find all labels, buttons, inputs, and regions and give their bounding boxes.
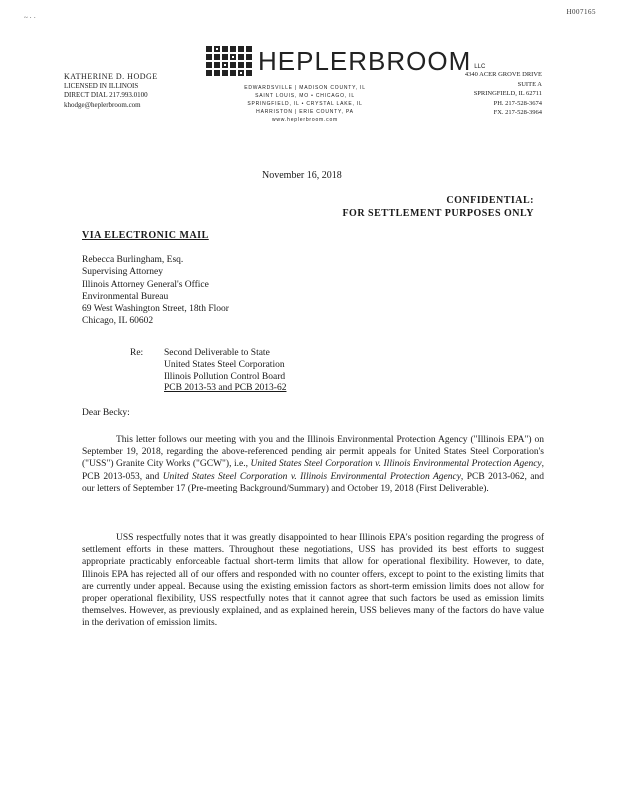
sender-direct-dial: DIRECT DIAL 217.993.0100 (64, 91, 148, 99)
subject-block (164, 348, 286, 395)
recipient-title: Supervising Attorney (82, 267, 164, 278)
recipient-office: Illinois Attorney General's Office (82, 279, 209, 290)
office-line: SAINT LOUIS, MO • CHICAGO, IL (255, 93, 355, 99)
confidential-notice (342, 194, 534, 220)
letter-date: November 16, 2018 (262, 170, 342, 181)
confidential-line: CONFIDENTIAL: (446, 195, 534, 206)
sender-name: KATHERINE D. HODGE (64, 72, 158, 81)
sender-block (64, 72, 158, 110)
office-line: HARRISTON | ERIE COUNTY, PA (256, 109, 354, 115)
body-paragraph-2 (82, 532, 544, 630)
settlement-line: FOR SETTLEMENT PURPOSES ONLY (342, 208, 534, 219)
logo-grid-icon (206, 46, 252, 76)
recipient-name: Rebecca Burlingham, Esq. (82, 255, 184, 265)
address-phone: PH. 217-528-3674 (493, 99, 542, 107)
re-label: Re: (130, 348, 144, 358)
case-numbers: PCB 2013-53 and PCB 2013-62 (164, 383, 287, 394)
firm-website[interactable]: www.heplerbroom.com (271, 117, 339, 123)
paragraph-text: This letter follows our meeting with you and the Illinois Environmental Protection Agency ("Illinois EPA") on September 19, 2018, regarding the above-referenced pending air permit appeals for United States Steel Corporation's ("USS") Granite City Works ("GCW"), i.e., (82, 435, 544, 470)
logo-wordmark: HEPLERBROOM (258, 46, 472, 76)
body-paragraph-1 (82, 434, 544, 495)
subject-line: Second Deliverable to State (164, 348, 270, 358)
recipient-block (82, 254, 229, 328)
subject-line: Illinois Pollution Control Board (164, 371, 286, 382)
recipient-city: Chicago, IL 60602 (82, 316, 154, 327)
sender-license: LICENSED IN ILLINOIS (64, 81, 139, 90)
office-line: EDWARDSVILLE | MADISON COUNTY, IL (244, 85, 366, 91)
office-locations (230, 84, 380, 124)
recipient-street: 69 West Washington Street, 18th Floor (82, 304, 229, 315)
case-caption: United States Steel Corporation v. Illinois Environmental Protection Agency (162, 471, 461, 482)
logo-llc: LLC (474, 64, 486, 70)
paragraph-text: , PCB 2013-062, and our letters of September 17 (Pre-meeting Background/Summary) and October 19, 2018 (First Deliverable). (82, 471, 544, 494)
paragraph-text: , PCB 2013-053, and (82, 459, 545, 482)
firm-logo (206, 46, 485, 76)
corner-marks: ~ · · (24, 14, 36, 22)
salutation: Dear Becky: (82, 408, 130, 418)
subject-line: United States Steel Corporation (164, 359, 285, 370)
case-caption: United States Steel Corporation v. Illinois Environmental Protection Agency (250, 459, 542, 470)
paragraph-text: USS respectfully notes that it was greatly disappointed to hear Illinois EPA's position regarding the progress of settlement efforts in these matters. Throughout these negotiations, USS has provided its best efforts to suggest appropriate practicably enforceable factual short-term limits that allow for operational flexibility. However, to date, Illinois EPA has rejected all of our offers and responded with no counter offers, except to point to the existing limits that are currently under appeal. Because using the existing emission factors as short-term emission limits does not allow for proper operational flexibility, USS respectfully notes that it cannot agree that such factors be used as emission limits themselves. However, as previously explained, and as explained herein, USS believes many of the factors do have value in the derivation of emission limits. (82, 533, 544, 629)
address-line: SPRINGFIELD, IL 62711 (473, 90, 542, 97)
address-line: 4340 ACER GROVE DRIVE (464, 71, 542, 78)
office-line: SPRINGFIELD, IL • CRYSTAL LAKE, IL (247, 101, 363, 107)
address-line: SUITE A (517, 80, 542, 88)
recipient-bureau: Environmental Bureau (82, 291, 169, 302)
delivery-method: VIA ELECTRONIC MAIL (82, 230, 209, 241)
bates-number: H007165 (566, 8, 596, 16)
sender-email[interactable]: khodge@heplerbroom.com (64, 100, 141, 109)
address-fax: FX. 217-528-3964 (493, 109, 542, 116)
office-address (465, 70, 542, 118)
